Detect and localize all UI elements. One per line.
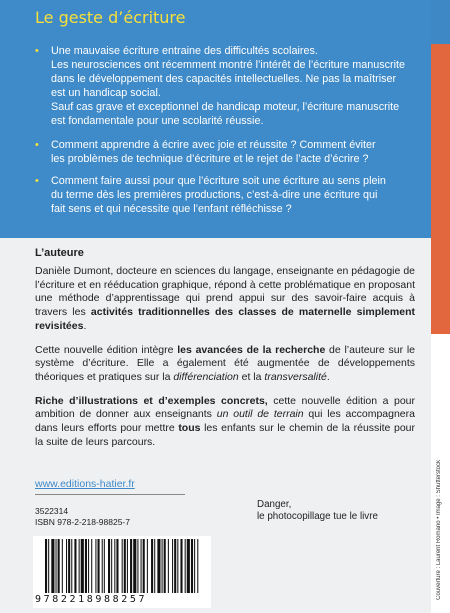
barcode-bar (197, 539, 198, 593)
author-paragraph-2 (35, 344, 415, 385)
text-run-italic: différenciation (173, 370, 239, 383)
publisher-website-link[interactable]: www.editions-hatier.fr (35, 478, 135, 490)
panel-title: Le geste d’écriture (35, 8, 186, 27)
bullet-line: dans le développement des capacités intellectuelles. Ne pas la maîtriser (51, 73, 397, 85)
text-run: . (326, 370, 330, 383)
barcode-bar (114, 539, 115, 593)
isbn-barcode (33, 536, 211, 608)
barcode-bar (194, 539, 195, 593)
photocopy-warning (257, 499, 378, 523)
warning-line: Danger, (257, 499, 292, 510)
barcode-bar (124, 539, 126, 593)
barcode-bar (95, 539, 96, 593)
text-run: qui les accompagnera dans leurs efforts pour mettre (35, 408, 415, 435)
text-run-bold: tous (178, 422, 201, 435)
bullet-block-learning (35, 138, 423, 166)
bullet-line: Sauf cas grave et exceptionnel de handicap moteur, l’écriture manuscrite (51, 101, 400, 113)
barcode-bar (74, 539, 76, 593)
bullet-text: Comment faire aussi pour que l’écriture soit une écriture au sens plein (51, 175, 386, 187)
barcode-bar (91, 539, 92, 593)
barcode-bars (45, 539, 201, 593)
bullet-line: Les neurosciences ont récemment montré l’intérêt de l’écriture manuscrite (51, 59, 406, 71)
bullet-line: est fondamentale pour une scolarité réussie. (51, 115, 264, 127)
barcode-bar (174, 539, 176, 593)
stripe-orange-segment (431, 44, 450, 334)
barcode-bar (133, 539, 136, 593)
barcode-bar (98, 539, 100, 593)
barcode-bar (180, 539, 182, 593)
bullet-line (35, 138, 423, 152)
back-cover-blurb-panel (0, 0, 431, 238)
bullet-line: les problèmes de technique d’écriture et le rejet de l’acte d’écrire ? (51, 153, 369, 165)
text-run: et la (238, 370, 265, 383)
barcode-bar (157, 539, 160, 593)
cover-credit: Couverture : Laurent Romano • Image : Shutterstock (436, 460, 442, 600)
barcode-bar (141, 539, 142, 593)
barcode-bar (71, 539, 72, 593)
text-run-bold: Riche d’illustrations et d’exemples concrets, (35, 394, 268, 407)
barcode-bar (127, 539, 128, 593)
product-code: 3522314 (35, 506, 69, 516)
text-run: les enfants sur le chemin de la réussite pour la suite de leurs parcours. (35, 422, 416, 448)
bullet-line: est un handicap social. (51, 87, 161, 99)
barcode-bar (164, 539, 166, 593)
barcode-bar (48, 539, 49, 593)
author-paragraph-3 (35, 395, 415, 450)
barcode-bar (137, 539, 138, 593)
text-run-italic: un outil de terrain (216, 408, 304, 421)
bullet-icon: • (35, 45, 39, 57)
text-run: . (83, 319, 87, 332)
barcode-digits: 9782218988257 (35, 594, 148, 605)
bullet-block-difficulties (35, 44, 423, 128)
text-run: Cette nouvelle édition intègre (35, 343, 178, 356)
barcode-bar (185, 539, 186, 593)
barcode-bar (122, 539, 123, 593)
barcode-bar (51, 539, 54, 593)
bullet-icon: • (35, 139, 39, 151)
barcode-bar (104, 539, 105, 593)
barcode-bar (102, 539, 103, 593)
barcode-bar (187, 539, 190, 593)
bullet-icon: • (35, 175, 39, 187)
bullet-line: du terme dès les premières productions, c’est-à-dire une écriture qui (51, 189, 378, 201)
text-run: Danièle Dumont, docteure en sciences du langage, enseignante en pédagogie de l’écriture et en rééducation graphique, répond à cette problématique en proposant une méthode d’apprentissage qui prend appui sur des savoir-faire acquis à travers les (35, 265, 416, 319)
stripe-blue-segment (431, 0, 450, 44)
bullet-text: Une mauvaise écriture entraine des difficultés scolaires. (51, 45, 318, 57)
barcode-bar (116, 539, 118, 593)
barcode-bar (168, 539, 169, 593)
text-run: de l’auteure sur le système d’écriture. Elle a également été augmentée de développements théoriques et pratiques sur la (35, 343, 415, 383)
barcode-bar (88, 539, 89, 593)
barcode-bar (45, 539, 47, 593)
barcode-bar (143, 539, 145, 593)
text-run-bold: activités traditionnelles des classes de maternelle simplement revisitées (35, 306, 415, 332)
text-run: cette nouvelle édition a pour ambition de donner aux enseignants (35, 394, 415, 421)
barcode-bar (172, 539, 173, 593)
barcode-bar (151, 539, 153, 593)
text-run-bold: les avancées de la recherche (177, 343, 326, 356)
barcode-bar (191, 539, 193, 593)
barcode-bar (56, 539, 57, 593)
barcode-bar (108, 539, 110, 593)
barcode-bar (111, 539, 112, 593)
author-heading: L’auteure (35, 247, 84, 259)
barcode-bar (85, 539, 87, 593)
barcode-bar (177, 539, 178, 593)
barcode-bar (79, 539, 80, 593)
barcode-bar (162, 539, 163, 593)
isbn: ISBN 978-2-218-98825-7 (35, 517, 130, 527)
barcode-bar (81, 539, 84, 593)
barcode-bar (62, 539, 63, 593)
bullet-line (35, 44, 423, 58)
barcode-bar (130, 539, 132, 593)
barcode-bar (66, 539, 67, 593)
warning-line: le photocopillage tue le livre (257, 511, 378, 522)
bullet-line (35, 174, 423, 188)
author-section (35, 247, 415, 459)
barcode-bar (154, 539, 155, 593)
divider-rule (35, 494, 185, 495)
barcode-bar (58, 539, 60, 593)
bullet-line: fait sens et qui nécessite que l’enfant réfléchisse ? (51, 203, 292, 215)
bullet-block-meaning (35, 174, 423, 216)
bullet-text: Comment apprendre à écrire avec joie et réussite ? Comment éviter (51, 139, 376, 151)
barcode-bar (147, 539, 148, 593)
product-codes (35, 506, 130, 528)
author-paragraph-1 (35, 265, 415, 334)
barcode-bar (68, 539, 70, 593)
text-run-italic: transversalité (264, 370, 327, 383)
